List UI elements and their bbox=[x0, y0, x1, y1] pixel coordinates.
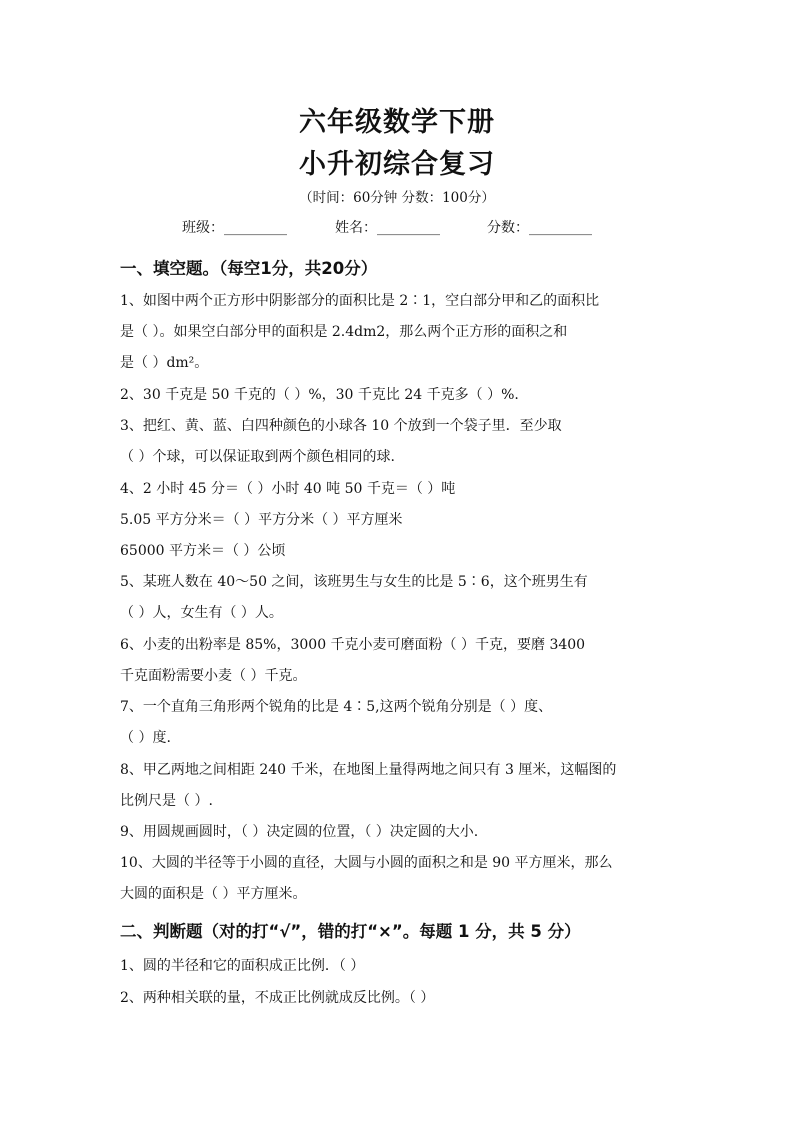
question-line: 千克面粉需要小麦（ ）千克。 bbox=[120, 668, 307, 684]
score-field[interactable]: 分数：_________ bbox=[487, 220, 592, 236]
question-line: 10、大圆的半径等于小圆的直径，大圆与小圆的面积之和是 90 平方厘米，那么 bbox=[120, 855, 613, 871]
question-line: 65000 平方米＝（ ）公顷 bbox=[120, 543, 286, 559]
question-line: （ ）人，女生有（ ）人。 bbox=[120, 605, 283, 621]
question-line: 2、两种相关联的量，不成正比例就成反比例。（ ） bbox=[120, 990, 435, 1006]
question-line: 4、2 小时 45 分＝（ ）小时 40 吨 50 千克＝（ ）吨 bbox=[120, 481, 456, 497]
question-line: 是（ ）dm²。 bbox=[120, 355, 209, 371]
question-line: 9、用圆规画圆时，（ ）决定圆的位置，（ ）决定圆的大小. bbox=[120, 824, 479, 840]
section-2-heading: 二、判断题（对的打“√”，错的打“×”。每题 1 分，共 5 分） bbox=[120, 922, 581, 941]
question-line: 比例尺是（ ）. bbox=[120, 793, 213, 809]
question-line: 5、某班人数在 40～50 之间，该班男生与女生的比是 5∶6，这个班男生有 bbox=[120, 574, 588, 590]
title-line-1: 六年级数学下册 bbox=[299, 107, 495, 138]
question-line: 8、甲乙两地之间相距 240 千米，在地图上量得两地之间只有 3 厘米，这幅图的 bbox=[120, 762, 617, 778]
question-line: 大圆的面积是（ ）平方厘米。 bbox=[120, 886, 307, 902]
exam-meta: （时间：60分钟 分数：100分） bbox=[299, 190, 495, 206]
question-line: 2、30 千克是 50 千克的（ ）%，30 千克比 24 千克多（ ）%. bbox=[120, 387, 519, 403]
section-1-heading: 一、填空题。（每空1分，共20分） bbox=[120, 259, 378, 278]
question-line: 是（ ）。如果空白部分甲的面积是 2.4dm2，那么两个正方形的面积之和 bbox=[120, 324, 568, 340]
question-line: 1、如图中两个正方形中阴影部分的面积比是 2∶1，空白部分甲和乙的面积比 bbox=[120, 293, 600, 309]
question-line: （ ）个球，可以保证取到两个颜色相同的球. bbox=[120, 449, 395, 465]
question-line: 5.05 平方分米＝（ ）平方分米（ ）平方厘米 bbox=[120, 512, 403, 528]
name-field[interactable]: 姓名：_________ bbox=[335, 220, 440, 236]
question-line: （ ）度. bbox=[120, 730, 171, 746]
title-line-2: 小升初综合复习 bbox=[299, 149, 495, 180]
question-line: 7、一个直角三角形两个锐角的比是 4∶5,这两个锐角分别是（ ）度、 bbox=[120, 699, 553, 715]
question-line: 3、把红、黄、蓝、白四种颜色的小球各 10 个放到一个袋子里．至少取 bbox=[120, 418, 562, 434]
class-field[interactable]: 班级：_________ bbox=[182, 220, 287, 236]
question-line: 1、圆的半径和它的面积成正比例．（ ） bbox=[120, 958, 365, 974]
question-line: 6、小麦的出粉率是 85%，3000 千克小麦可磨面粉（ ）千克，要磨 3400 bbox=[120, 637, 586, 653]
